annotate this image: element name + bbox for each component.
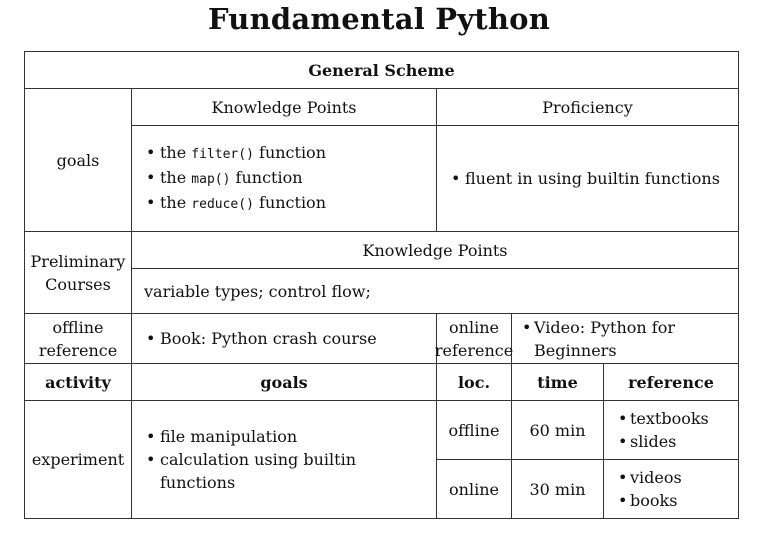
list-item: • the filter() function xyxy=(144,141,326,166)
proficiency-list xyxy=(449,167,720,190)
session-offline-time: 60 min xyxy=(512,401,604,460)
offline-reference-label: offline reference xyxy=(25,314,132,364)
list-item: • fluent in using builtin functions xyxy=(449,167,720,190)
preliminary-content: variable types; control flow; xyxy=(132,269,738,314)
session-online-time: 30 min xyxy=(512,460,604,518)
list-item: • books xyxy=(616,489,682,512)
experiment-label: experiment xyxy=(25,401,132,518)
session-online-loc: online xyxy=(437,460,512,518)
session-online-reference xyxy=(604,460,738,518)
experiment-goals-list xyxy=(144,425,436,494)
session-offline-loc: offline xyxy=(437,401,512,460)
online-reference-label: online reference xyxy=(437,314,512,364)
list-item: • the reduce() function xyxy=(144,191,326,216)
page-title: Fundamental Python xyxy=(208,2,550,36)
list-item: • Video: Python for Beginners xyxy=(520,316,700,362)
session-offline-reference xyxy=(604,401,738,460)
list-item: • slides xyxy=(616,430,709,453)
code-map: map() xyxy=(191,172,231,187)
list-item: • Book: Python crash course xyxy=(144,327,377,350)
general-scheme-label: General Scheme xyxy=(308,60,455,80)
offline-reference-content xyxy=(132,314,437,364)
experiment-goals-cell xyxy=(132,401,437,518)
code-filter: filter() xyxy=(191,147,254,162)
general-scheme-header xyxy=(25,52,738,89)
location-header: loc. xyxy=(437,364,512,401)
course-scheme-table xyxy=(24,51,739,519)
offline-reference-list xyxy=(144,327,377,350)
session-offline-reference-list xyxy=(616,407,709,453)
code-reduce: reduce() xyxy=(191,197,254,212)
knowledge-points-list-cell xyxy=(132,126,437,232)
list-item: • calculation using builtin functions xyxy=(144,448,436,494)
knowledge-points-list xyxy=(144,141,326,216)
online-reference-content xyxy=(512,314,738,364)
activity-header: activity xyxy=(25,364,132,401)
reference-header: reference xyxy=(604,364,738,401)
list-item: • videos xyxy=(616,466,682,489)
goals-row-label: goals xyxy=(25,89,132,232)
time-header: time xyxy=(512,364,604,401)
session-online-reference-list xyxy=(616,466,682,512)
list-item: • the map() function xyxy=(144,166,326,191)
online-reference-list xyxy=(520,316,700,362)
knowledge-points-header: Knowledge Points xyxy=(132,89,437,126)
preliminary-courses-label: Preliminary Courses xyxy=(25,232,132,314)
proficiency-header: Proficiency xyxy=(437,89,738,126)
activity-goals-header: goals xyxy=(132,364,437,401)
list-item: • file manipulation xyxy=(144,425,436,448)
proficiency-list-cell xyxy=(437,126,738,232)
list-item: • textbooks xyxy=(616,407,709,430)
preliminary-knowledge-header: Knowledge Points xyxy=(132,232,738,269)
